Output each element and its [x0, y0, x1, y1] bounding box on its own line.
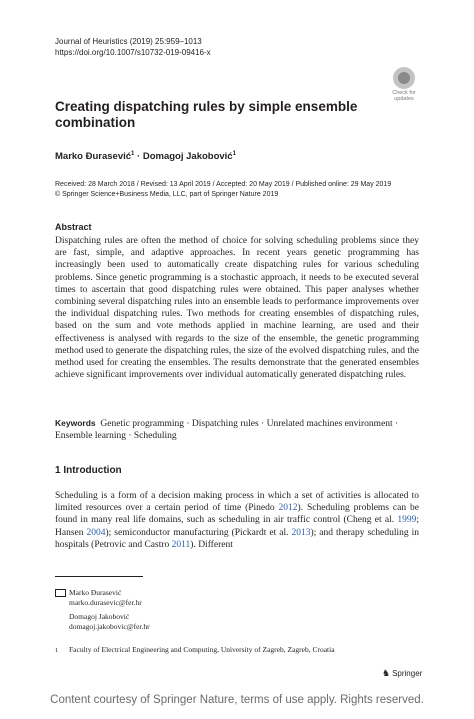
- springer-horse-icon: ♞: [382, 668, 391, 678]
- author-email[interactable]: marko.durasevic@fer.hr: [69, 598, 142, 607]
- paper-title: Creating dispatching rules by simple ensemble combination: [55, 99, 358, 130]
- citation-link[interactable]: 2012: [278, 503, 298, 514]
- corresponding-author-1: [69, 588, 142, 608]
- keywords-block: [55, 417, 419, 442]
- section-heading: 1 Introduction: [55, 465, 122, 476]
- check-updates-icon: [393, 67, 415, 89]
- author-email[interactable]: domagoj.jakobovic@fer.hr: [69, 622, 150, 631]
- author-name[interactable]: Marko Đurasević: [55, 151, 132, 163]
- affiliation-footnote: [55, 645, 335, 656]
- affiliation-text: Faculty of Electrical Engineering and Computing, University of Zagreb, Zagreb, Croatia: [69, 645, 335, 654]
- journal-citation: Journal of Heuristics (2019) 25:959–1013: [55, 37, 202, 46]
- courtesy-footer: Content courtesy of Springer Nature, terms of use apply. Rights reserved.: [50, 694, 424, 706]
- abstract-text: Dispatching rules are often the method of choice for solving scheduling problems since they are fast, simple, and adaptive approaches. In recent years genetic programming has increasingly been used to automatically create dispatching rules for various scheduling problems. Since genetic programming is a stochastic approach, it needs to be executed several times to ascertain that good dispatching rules were obtained. This paper analyses whether combining several dispatching rules into an ensemble leads to performance improvements over the individual dispatching rules. Two methods for creating ensembles of dispatching rules, based on the sum and vote methods applied in machine learning, are used and their effectiveness is analysed with regards to the size of the ensemble, the genetic programming method used to generate the dispatching rules, the size of the evolved dispatching rules, and the method used for creating the ensembles. The results demonstrate that the generated ensembles achieve significant improvements over individual automatically generated dispatching rules.: [55, 236, 419, 381]
- publisher-name: Springer: [392, 669, 423, 678]
- copyright-line: © Springer Science+Business Media, LLC, part of Springer Nature 2019: [55, 191, 279, 198]
- author-separator: ·: [134, 151, 143, 163]
- check-for-updates-badge[interactable]: [388, 67, 420, 103]
- citation-link[interactable]: 1999: [397, 515, 417, 526]
- journal-header: [55, 36, 211, 58]
- affiliation-number: 1: [55, 647, 59, 654]
- badge-label: Check for updates: [392, 90, 416, 102]
- keywords-text: Genetic programming · Dispatching rules · Unrelated machines environment · Ensemble learning · Scheduling: [55, 419, 399, 442]
- keywords-label: Keywords: [55, 418, 96, 428]
- author-name[interactable]: Domagoj Jakobović: [142, 151, 233, 163]
- author-name: Marko Đurasević: [69, 588, 122, 597]
- corresponding-author-2: [69, 612, 150, 632]
- history-dates: Received: 28 March 2018 / Revised: 13 April 2019 / Accepted: 20 May 2019 / Published online: 29 May 2019: [55, 181, 392, 188]
- citation-link[interactable]: 2013: [291, 527, 311, 538]
- publisher-logo: [382, 668, 422, 679]
- journal-doi[interactable]: https://doi.org/10.1007/s10732-019-09416-x: [55, 48, 211, 57]
- citation-link[interactable]: 2004: [86, 527, 106, 538]
- correspondence-block: [55, 588, 70, 599]
- envelope-icon: [55, 589, 66, 597]
- citation-link[interactable]: 2011: [171, 539, 191, 550]
- author-name: Domagoj Jakobović: [69, 612, 130, 621]
- affiliation-marker: 1: [232, 151, 236, 157]
- intro-paragraph: Scheduling is a form of a decision making process in which a set of activities is allocated to limited resources over a certain period of time (Pinedo 2012). Scheduling problems can be found in many real life domains, such as scheduling in air traffic control (Cheng et al. 1999; Hansen 2004); semiconductor manufacturing (Pickardt et al. 2013); and therapy scheduling in hospitals (Petrovic and Castro 2011). Different: [55, 491, 419, 550]
- abstract-heading: Abstract: [55, 222, 92, 232]
- publication-dates: [55, 180, 435, 200]
- affiliation-marker: 1: [131, 151, 135, 157]
- footnote-divider: [55, 576, 143, 577]
- author-list: [55, 151, 236, 162]
